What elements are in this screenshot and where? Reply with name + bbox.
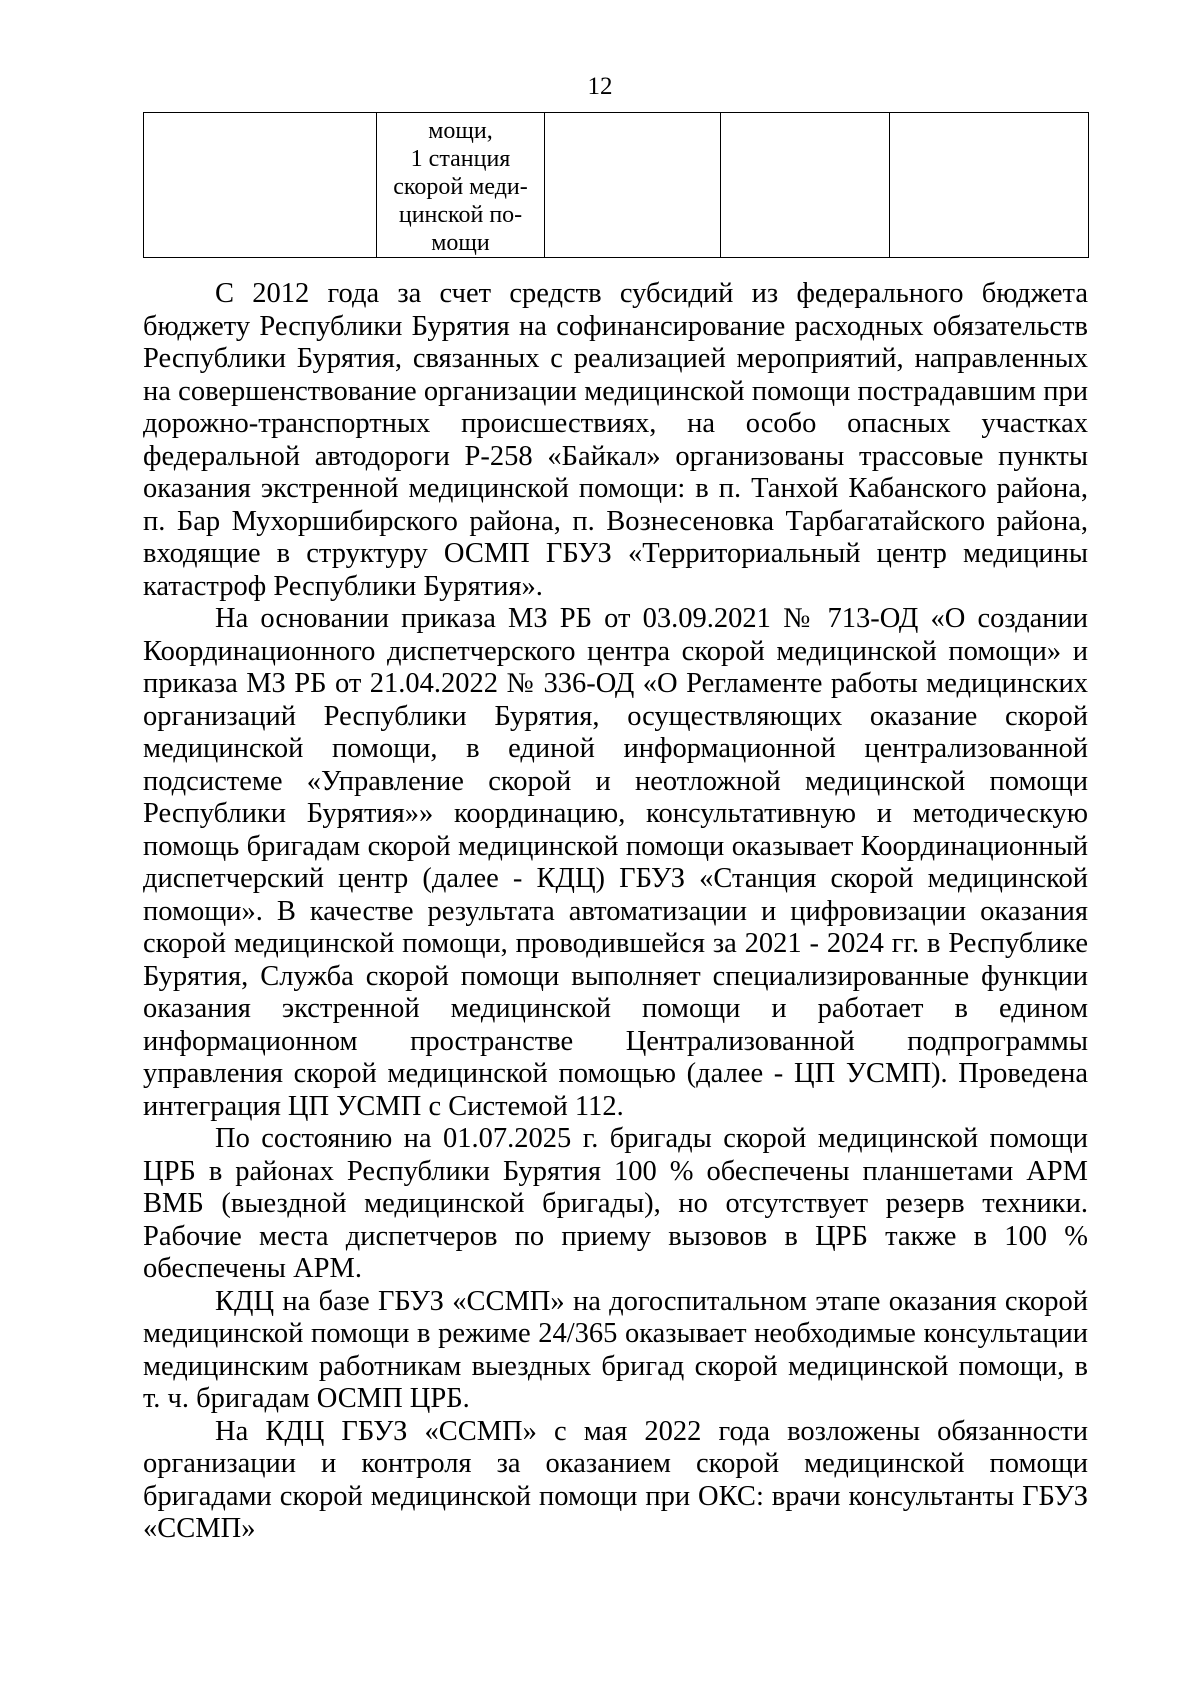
paragraph: На КДЦ ГБУЗ «ССМП» с мая 2022 года возложены обязанности организации и контроля за оказанием скорой медицинской помощи бригадами скорой медицинской помощи при ОКС: врачи консультанты ГБУЗ «ССМП»	[143, 1415, 1088, 1544]
table-row	[144, 113, 1089, 258]
cell-line: скорой меди-	[393, 174, 528, 200]
paragraph: КДЦ на базе ГБУЗ «ССМП» на догоспитальном этапе оказания скорой медицинской помощи в режиме 24/365 оказывает необходимые консультации медицинским работникам выездных бригад скорой медицинской помощи, в т. ч. бригадам ОСМП ЦРБ.	[143, 1285, 1088, 1414]
table-cell-1	[144, 113, 377, 258]
table-cell-5	[890, 113, 1089, 258]
continued-table	[143, 112, 1089, 258]
table-cell-4	[721, 113, 890, 258]
cell-line: цинской по-	[398, 202, 523, 228]
cell-line: мощи,	[428, 118, 493, 144]
cell-line: мощи	[431, 230, 490, 256]
page-number: 12	[587, 73, 613, 100]
table-cell-3	[545, 113, 721, 258]
paragraph: На основании приказа МЗ РБ от 03.09.2021 № 713-ОД «О создании Координационного диспетчерского центра скорой медицинской помощи» и приказа МЗ РБ от 21.04.2022 № 336-ОД «О Регламенте работы медицинских организаций Республики Бурятия, осуществляющих оказание скорой медицинской помощи, в единой информационной централизованной подсистеме «Управление скорой и неотложной медицинской помощи Республики Бурятия»» координацию, консультативную и методическую помощь бригадам скорой медицинской помощи оказывает Координационный диспетчерский центр (далее - КДЦ) ГБУЗ «Станция скорой медицинской помощи». В качестве результата автоматизации и цифровизации оказания скорой медицинской помощи, проводившейся за 2021 - 2024 гг. в Республике Бурятия, Служба скорой помощи выполняет специализированные функции оказания экстренной медицинской помощи и работает в едином информационном пространстве Централизованной подпрограммы управления скорой медицинской помощью (далее - ЦП УСМП). Проведена интеграция ЦП УСМП с Системой 112.	[143, 603, 1088, 1122]
body-text	[143, 278, 1088, 1546]
table-cell-2	[377, 113, 545, 258]
paragraph: По состоянию на 01.07.2025 г. бригады скорой медицинской помощи ЦРБ в районах Республики Бурятия 100 % обеспечены планшетами АРМ ВМБ (выездной медицинской бригады), но отсутствует резерв техники. Рабочие места диспетчеров по приему вызовов в ЦРБ также в 100 % обеспечены АРМ.	[143, 1123, 1088, 1284]
cell-line: 1 станция	[410, 146, 511, 172]
paragraph: С 2012 года за счет средств субсидий из федерального бюджета бюджету Республики Бурятия на софинансирование расходных обязательств Республики Бурятия, связанных с реализацией мероприятий, направленных на совершенствование организации медицинской помощи пострадавшим при дорожно-транспортных происшествиях, на особо опасных участках федеральной автодороги Р-258 «Байкал» организованы трассовые пункты оказания экстренной медицинской помощи: в п. Танхой Кабанского района, п. Бар Мухоршибирского района, п. Вознесеновка Тарбагатайского района, входящие в структуру ОСМП ГБУЗ «Территориальный центр медицины катастроф Республики Бурятия».	[143, 278, 1088, 602]
cell-text	[377, 113, 544, 257]
